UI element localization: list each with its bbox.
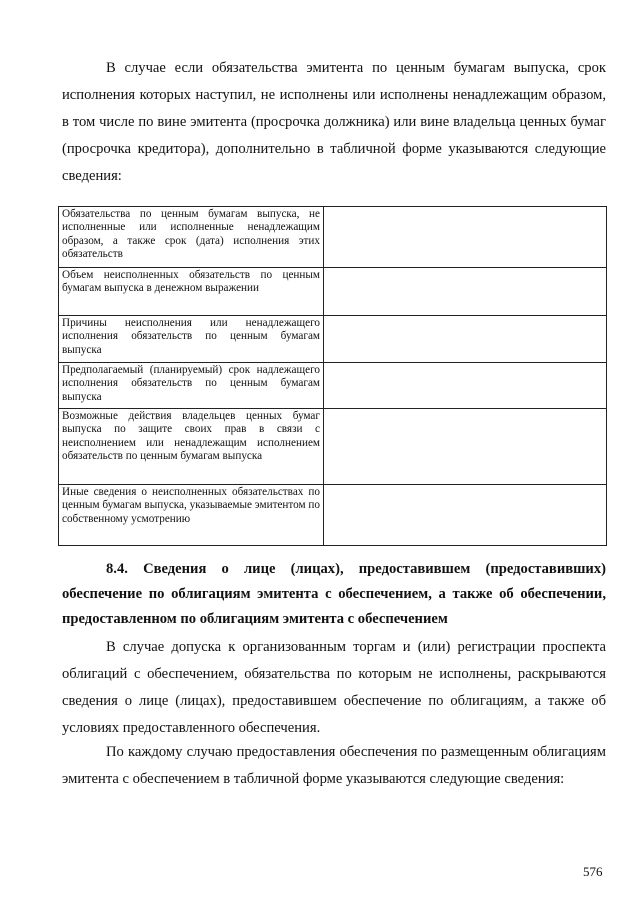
table-row-label: Причины неисполнения или ненадлежащего исполнения обязательств по ценным бумагам выпуска (59, 316, 324, 363)
table-row-label: Предполагаемый (планируемый) срок надлежащего исполнения обязательств по ценным бумагам выпуска (59, 363, 324, 409)
table-row (59, 363, 607, 409)
table-row-label: Обязательства по ценным бумагам выпуска, не исполненные или исполненные ненадлежащим образом, а также срок (дата) исполнения этих обязательств (59, 207, 324, 268)
table-row-label: Объем неисполненных обязательств по ценным бумагам выпуска в денежном выражении (59, 268, 324, 316)
section-heading: 8.4. Сведения о лице (лицах), предоставившем (предоставивших) обеспечение по облигациям эмитента с обеспечением, а также об обеспечении, предоставленном по облигациям эмитента с обеспечением (62, 561, 606, 627)
table-row-label: Возможные действия владельцев ценных бумаг выпуска по защите своих прав в связи с неисполнением или ненадлежащим исполнением обязательств по ценным бумагам выпуска (59, 409, 324, 485)
unfulfilled-obligations-table (58, 206, 607, 546)
table-row-value (324, 363, 607, 409)
table-row-value (324, 268, 607, 316)
intro-paragraph: В случае если обязательства эмитента по ценным бумагам выпуска, срок исполнения которых наступил, не исполнены или исполнены ненадлежащим образом, в том числе по вине эмитента (просрочка должника) или вине владельца ценных бумаг (просрочка кредитора), дополнительно в табличной форме указываются следующие сведения: (62, 60, 606, 184)
table-row-value (324, 485, 607, 546)
table-row (59, 207, 607, 268)
table-row (59, 316, 607, 363)
table-row-value (324, 316, 607, 363)
page-number: 576 (583, 864, 603, 879)
table-row (59, 268, 607, 316)
collateral-table-intro-paragraph: По каждому случаю предоставления обеспечения по размещенным облигациям эмитента с обеспечением в табличной форме указываются следующие сведения: (62, 744, 606, 787)
table-row (59, 409, 607, 485)
table-row (59, 485, 607, 546)
table-row-label: Иные сведения о неисполненных обязательствах по ценным бумагам выпуска, указываемые эмитентом по собственному усмотрению (59, 485, 324, 546)
table-row-value (324, 409, 607, 485)
table-row-value (324, 207, 607, 268)
collateral-paragraph: В случае допуска к организованным торгам и (или) регистрации проспекта облигаций с обеспечением, обязательства по которым не исполнены, раскрываются сведения о лице (лицах), предоставившем обеспечение по облигациям, а также об условиях предоставленного обеспечения. (62, 639, 606, 736)
